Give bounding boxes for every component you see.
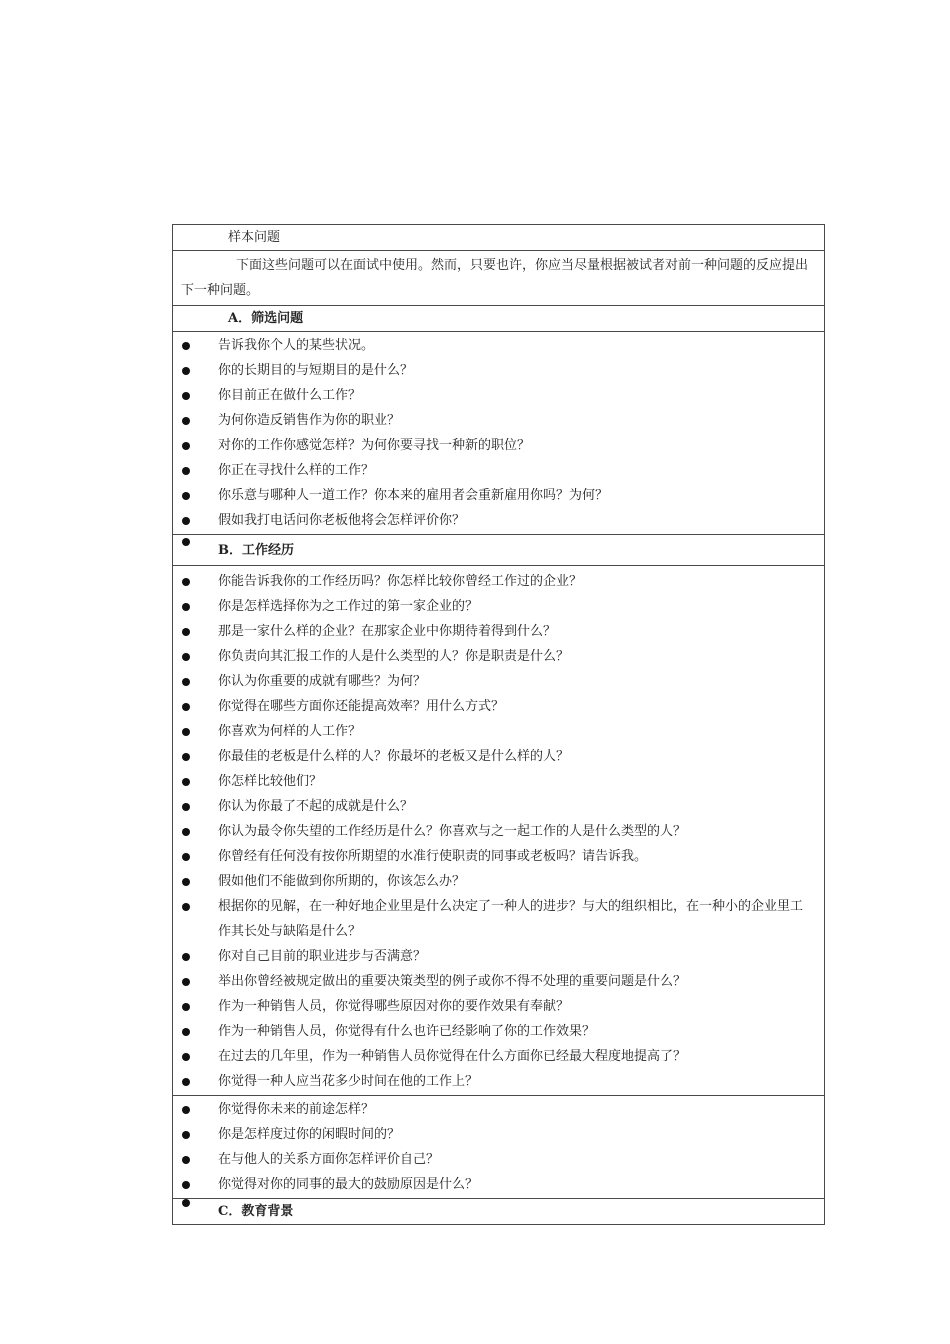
section-b-heading-row: B．工作经历 [181, 538, 814, 563]
list-item: 你怎样比较他们？ [181, 769, 814, 794]
list-item: 你能告诉我你的工作经历吗？你怎样比较你曾经工作过的企业？ [181, 569, 814, 594]
bullet-icon [182, 538, 190, 546]
list-item: 你认为你重要的成就有哪些？为何？ [181, 669, 814, 694]
list-item: 你觉得在哪些方面你还能提高效率？用什么方式？ [181, 694, 814, 719]
bullet-icon [182, 778, 190, 786]
bullet-icon [182, 1131, 190, 1139]
bullet-icon [182, 1003, 190, 1011]
list-item: 在过去的几年里，作为一种销售人员你觉得在什么方面你已经最大程度地提高了？ [181, 1044, 814, 1069]
section-b-heading [173, 535, 824, 566]
list-item: 你对自己目前的职业进步与否满意？ [181, 944, 814, 969]
list-item: 你认为你最了不起的成就是什么？ [181, 794, 814, 819]
list-item: 在与他人的关系方面你怎样评价自己？ [181, 1147, 814, 1172]
list-item: 假如我打电话问你老板他将会怎样评价你？ [181, 508, 814, 533]
bullet-icon [182, 828, 190, 836]
list-item: 对你的工作你感觉怎样？为何你要寻找一种新的职位？ [181, 433, 814, 458]
bullet-icon [182, 1106, 190, 1114]
list-item: 你负责向其汇报工作的人是什么类型的人？你是职责是什么？ [181, 644, 814, 669]
list-item: 你认为最令你失望的工作经历是什么？你喜欢与之一起工作的人是什么类型的人？ [181, 819, 814, 844]
intro-paragraph: 下面这些问题可以在面试中使用。然而，只要也许，你应当尽量根据被试者对前一种问题的反应提出下一种问题。 [173, 251, 824, 306]
section-a-heading: A．筛选问题 [173, 306, 824, 332]
list-item: 假如他们不能做到你所期的，你该怎么办？ [181, 869, 814, 894]
bullet-icon [182, 628, 190, 636]
questions-table [172, 224, 825, 1225]
list-item: 你乐意与哪种人一道工作？你本来的雇用者会重新雇用你吗？为何？ [181, 483, 814, 508]
bullet-icon [182, 417, 190, 425]
section-c-heading [173, 1199, 824, 1225]
bullet-icon [182, 367, 190, 375]
bullet-icon [182, 653, 190, 661]
bullet-icon [182, 578, 190, 586]
bullet-icon [182, 603, 190, 611]
section-b-list [173, 566, 824, 1096]
bullet-icon [182, 1181, 190, 1189]
bullet-icon [182, 803, 190, 811]
bullet-icon [182, 467, 190, 475]
bullet-icon [182, 878, 190, 886]
bullet-icon [182, 517, 190, 525]
list-item: 你觉得你未来的前途怎样？ [181, 1097, 814, 1122]
section-b-continued-list [173, 1096, 824, 1199]
list-item: 为何你造反销售作为你的职业？ [181, 408, 814, 433]
bullet-icon [182, 392, 190, 400]
list-item: 那是一家什么样的企业？在那家企业中你期待着得到什么？ [181, 619, 814, 644]
list-item: 告诉我你个人的某些状况。 [181, 333, 814, 358]
list-item: 你是怎样选择你为之工作过的第一家企业的？ [181, 594, 814, 619]
bullet-icon [182, 903, 190, 911]
bullet-icon [182, 853, 190, 861]
list-item: 你是怎样度过你的闲暇时间的？ [181, 1122, 814, 1147]
section-c-heading-row: C．教育背景 [181, 1199, 814, 1224]
list-item: 举出你曾经被规定做出的重要决策类型的例子或你不得不处理的重要问题是什么？ [181, 969, 814, 994]
bullet-icon [182, 1156, 190, 1164]
bullet-icon [182, 703, 190, 711]
bullet-icon [182, 978, 190, 986]
bullet-icon [182, 728, 190, 736]
section-a-list [173, 332, 824, 535]
bullet-icon [182, 753, 190, 761]
bullet-icon [182, 492, 190, 500]
list-item: 你正在寻找什么样的工作？ [181, 458, 814, 483]
list-item: 根据你的见解，在一种好地企业里是什么决定了一种人的进步？与大的组织相比，在一种小的企业里工作其长处与缺陷是什么？ [181, 894, 814, 944]
list-item: 你的长期目的与短期目的是什么？ [181, 358, 814, 383]
bullet-icon [182, 342, 190, 350]
bullet-icon [182, 1078, 190, 1086]
bullet-icon [182, 1199, 190, 1207]
list-item: 作为一种销售人员，你觉得有什么也许已经影响了你的工作效果？ [181, 1019, 814, 1044]
list-item: 作为一种销售人员，你觉得哪些原因对你的要作效果有奉献？ [181, 994, 814, 1019]
list-item: 你最佳的老板是什么样的人？你最坏的老板又是什么样的人？ [181, 744, 814, 769]
list-item: 你曾经有任何没有按你所期望的水准行使职责的同事或老板吗？请告诉我。 [181, 844, 814, 869]
bullet-icon [182, 678, 190, 686]
bullet-icon [182, 1028, 190, 1036]
bullet-icon [182, 442, 190, 450]
list-item: 你觉得一种人应当花多少时间在他的工作上？ [181, 1069, 814, 1094]
bullet-icon [182, 953, 190, 961]
table-title: 样本问题 [173, 225, 824, 251]
list-item: 你喜欢为何样的人工作？ [181, 719, 814, 744]
bullet-icon [182, 1053, 190, 1061]
list-item: 你觉得对你的同事的最大的鼓励原因是什么？ [181, 1172, 814, 1197]
list-item: 你目前正在做什么工作？ [181, 383, 814, 408]
